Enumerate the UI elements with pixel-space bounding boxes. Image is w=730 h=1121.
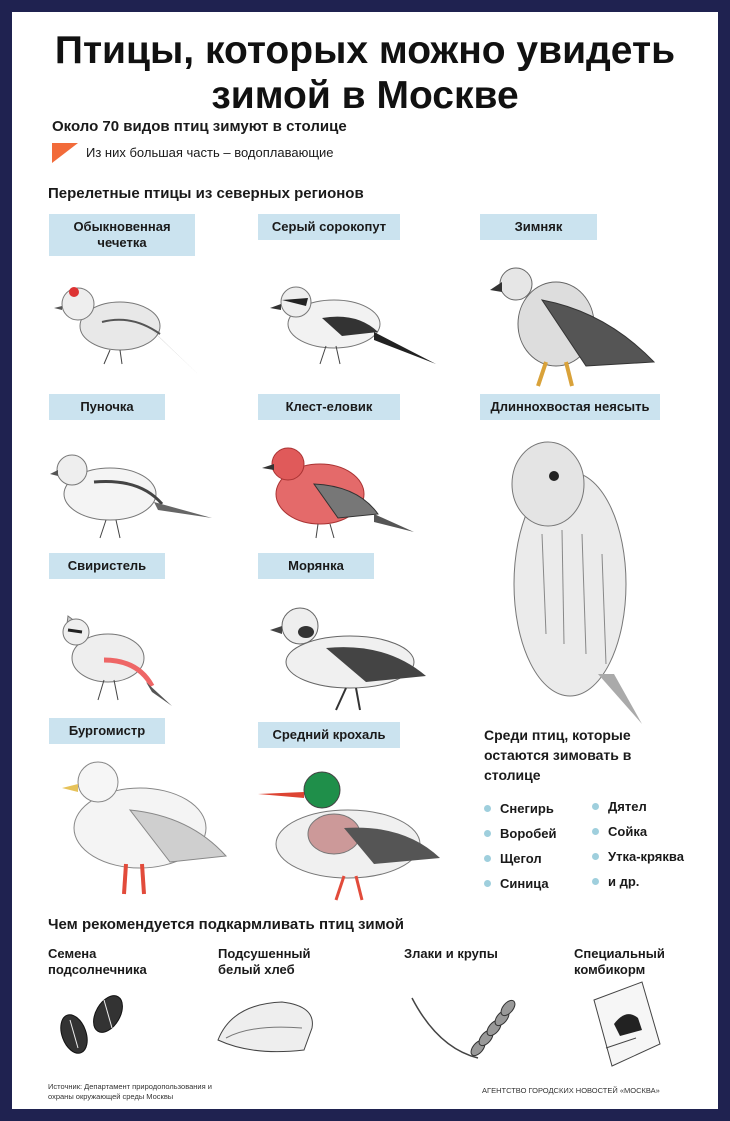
list-item: Синица xyxy=(484,874,556,899)
snow-bunting-icon xyxy=(50,434,220,544)
bird-label-shrike: Серый сорокопут xyxy=(258,214,400,240)
shrike-icon xyxy=(262,274,442,374)
feed-label-grains: Злаки и крупы xyxy=(404,946,498,961)
bird-label-buzzard: Зимняк xyxy=(480,214,597,240)
subtitle: Около 70 видов птиц зимуют в столице xyxy=(52,118,347,135)
sunflower-seeds-icon xyxy=(50,990,130,1060)
glaucous-gull-icon xyxy=(60,756,230,896)
poster xyxy=(12,12,718,1109)
waxwing-icon xyxy=(48,602,188,712)
bird-label-merganser: Средний крохаль xyxy=(258,722,400,748)
subnote: Из них большая часть – водоплавающие xyxy=(86,145,334,160)
section-feeding-heading: Чем рекомендуется подкармливать птиц зимой xyxy=(48,916,404,933)
bread-icon xyxy=(212,994,322,1060)
list-item: Щегол xyxy=(484,849,556,874)
list-item: Дятел xyxy=(592,797,684,822)
list-item: Воробей xyxy=(484,824,556,849)
bird-label-crossbill: Клест-еловик xyxy=(258,394,400,420)
bird-label-glaucous-gull: Бургомистр xyxy=(49,718,165,744)
bird-label-snow-bunting: Пуночка xyxy=(49,394,165,420)
red-breasted-merganser-icon xyxy=(244,764,444,904)
section-migratory-heading: Перелетные птицы из северных регионов xyxy=(48,185,364,202)
accent-triangle-icon xyxy=(52,143,78,163)
long-tailed-duck-icon xyxy=(266,592,446,712)
feed-label-dried-bread: Подсушенный белый хлеб xyxy=(218,946,311,977)
staying-birds-list-left xyxy=(484,799,556,899)
staying-birds-list-right xyxy=(592,797,684,897)
bird-label-waxwing: Свиристель xyxy=(49,553,165,579)
footer-source: Источник: Департамент природопользования и охраны окружающей среды Москвы xyxy=(48,1082,212,1101)
feed-bag-icon xyxy=(586,978,666,1072)
list-item: Снегирь xyxy=(484,799,556,824)
bird-label-redpoll: Обыкновенная чечетка xyxy=(49,214,195,256)
list-item: и др. xyxy=(592,872,684,897)
feed-label-sunflower-seeds: Семена подсолнечника xyxy=(48,946,147,977)
rough-legged-buzzard-icon xyxy=(486,262,666,392)
staying-birds-heading: Среди птиц, которые остаются зимовать в столице xyxy=(484,727,632,783)
bird-label-ural-owl: Длиннохвостая неясыть xyxy=(480,394,660,420)
list-item: Утка-кряква xyxy=(592,847,684,872)
wheat-icon xyxy=(408,988,518,1068)
footer-agency: АГЕНТСТВО ГОРОДСКИХ НОВОСТЕЙ «МОСКВА» xyxy=(482,1086,660,1095)
ural-owl-icon xyxy=(502,434,652,724)
feed-label-compound-feed: Специальный комбикорм xyxy=(574,946,665,977)
page-title: Птицы, которых можно увидеть зимой в Москве xyxy=(54,29,676,117)
bird-label-long-tailed-duck: Морянка xyxy=(258,553,374,579)
pine-grosbeak-icon xyxy=(258,442,418,542)
list-item: Сойка xyxy=(592,822,684,847)
redpoll-icon xyxy=(52,264,212,374)
